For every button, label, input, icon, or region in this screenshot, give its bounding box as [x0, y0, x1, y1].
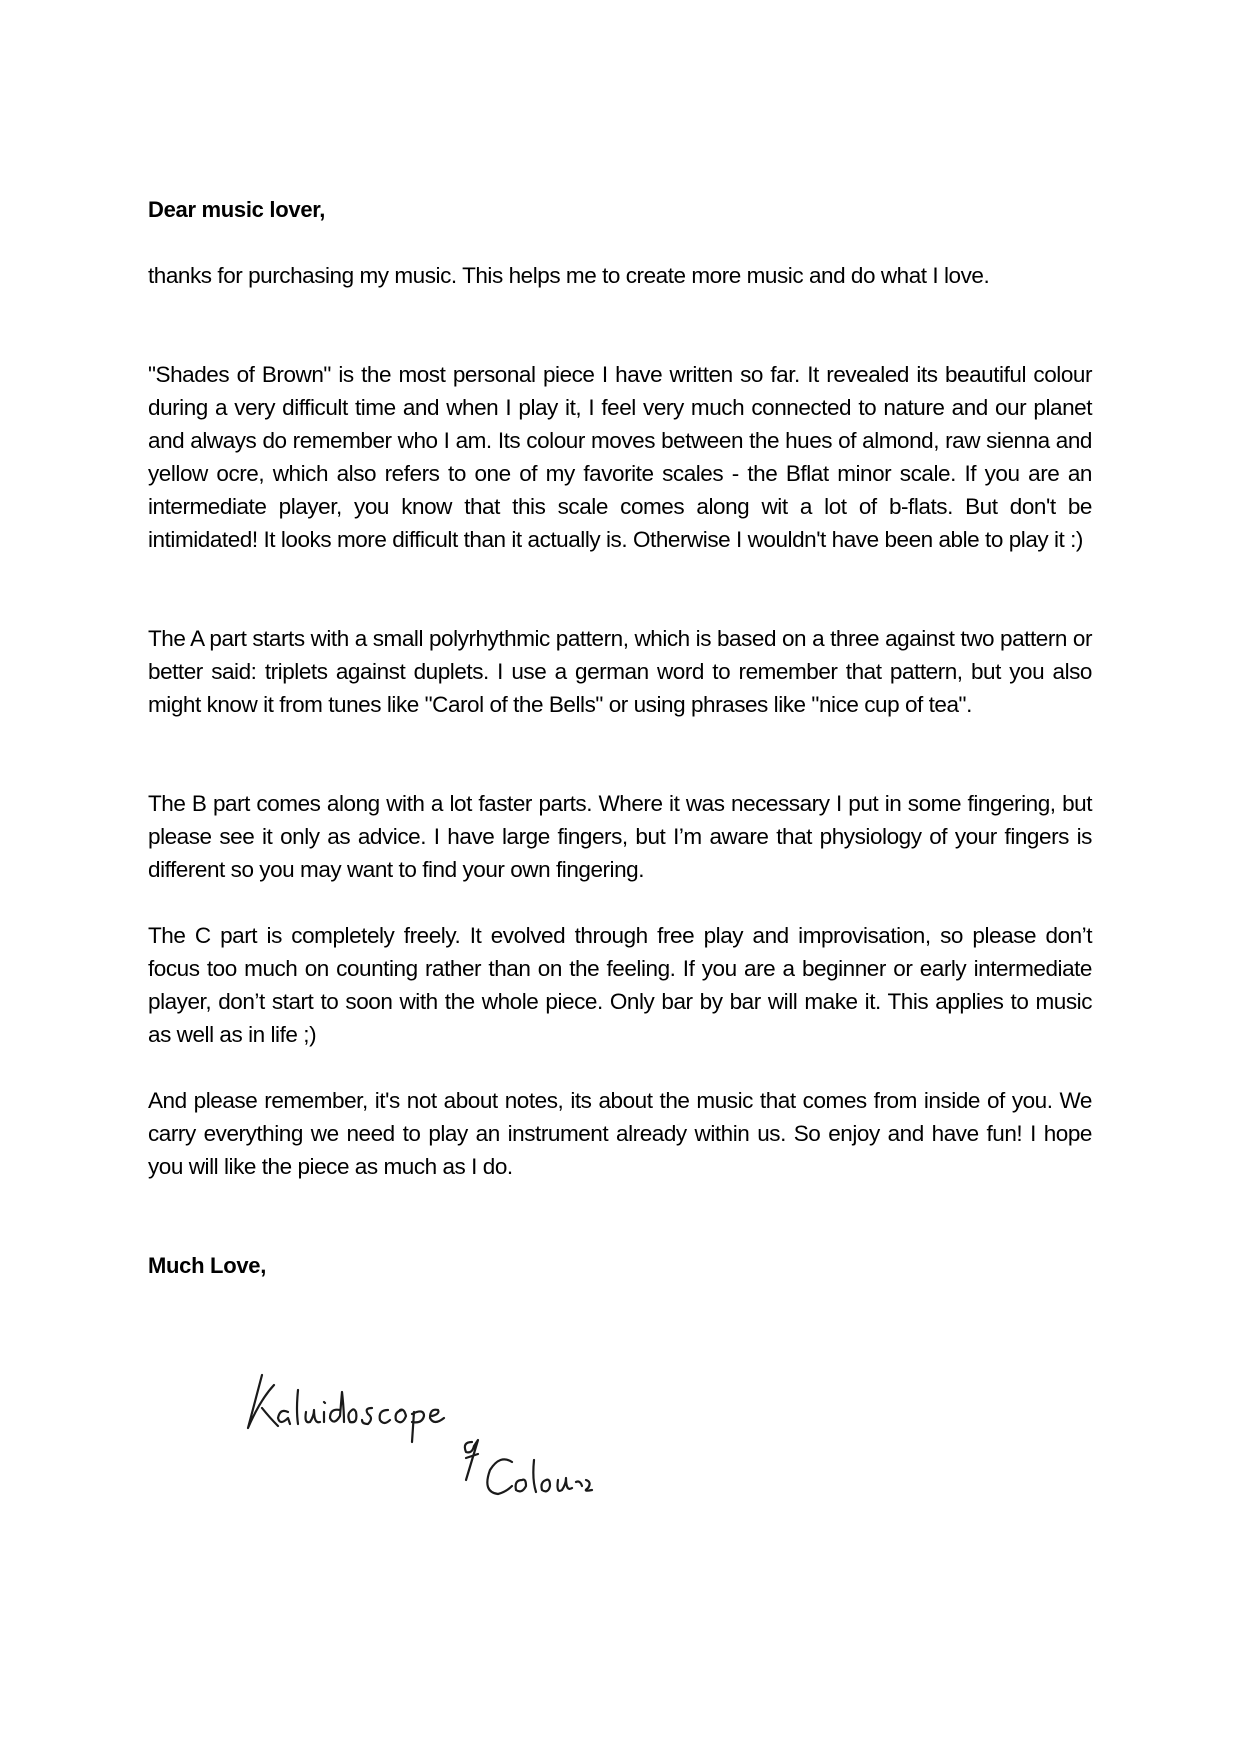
paragraph-thanks: thanks for purchasing my music. This helps me to create more music and do what I love.	[148, 263, 990, 288]
salutation: Dear music lover,	[148, 197, 326, 222]
closing-line: Much Love,	[148, 1253, 267, 1278]
signature-text	[240, 1330, 252, 1331]
paragraph-b-part: The B part comes along with a lot faster parts. Where it was necessary I put in some fingering, but please see it only as advice. I have large fingers, but I’m aware that physiology of your fingers is different so you may want to find your own fingering.	[148, 791, 1092, 882]
paragraph-shades-of-brown: "Shades of Brown" is the most personal piece I have written so far. It revealed its beautiful colour during a very difficult time and when I play it, I feel very much connected to nature and our planet and always do remember who I am. Its colour moves between the hues of almond, raw sienna and yellow ocre, which also refers to one of my favorite scales - the Bflat minor scale. If you are an intermediate player, you know that this scale comes along wit a lot of b-flats. But don't be intimidated! It looks more difficult than it actually is. Otherwise I wouldn't have been able to play it :)	[148, 362, 1092, 552]
signature-stroke-of	[465, 1440, 478, 1480]
paragraph-closing-thoughts: And please remember, it's not about notes, its about the music that comes from inside of you. We carry everything we need to play an instrument already within us. So enjoy and have fun! I hope you will like the piece as much as I do.	[148, 1088, 1092, 1179]
paragraph-c-part: The C part is completely freely. It evolved through free play and improvisation, so please don’t focus too much on counting rather than on the feeling. If you are a beginner or early intermediate player, don’t start to soon with the whole piece. Only bar by bar will make it. This applies to music as well as in life ;)	[148, 923, 1092, 1047]
signature-stroke-aleidoscope	[278, 1390, 444, 1442]
paragraph-a-part: The A part starts with a small polyrhythmic pattern, which is based on a three against two pattern or better said: triplets against duplets. I use a german word to remember that pattern, but you also might know it from tunes like "Carol of the Bells" or using phrases like "nice cup of tea".	[148, 626, 1092, 717]
handwritten-signature	[240, 1330, 660, 1510]
signature-stroke-colours	[487, 1459, 592, 1494]
signature-stroke-k	[248, 1375, 278, 1428]
signature-drawing	[240, 1330, 660, 1510]
